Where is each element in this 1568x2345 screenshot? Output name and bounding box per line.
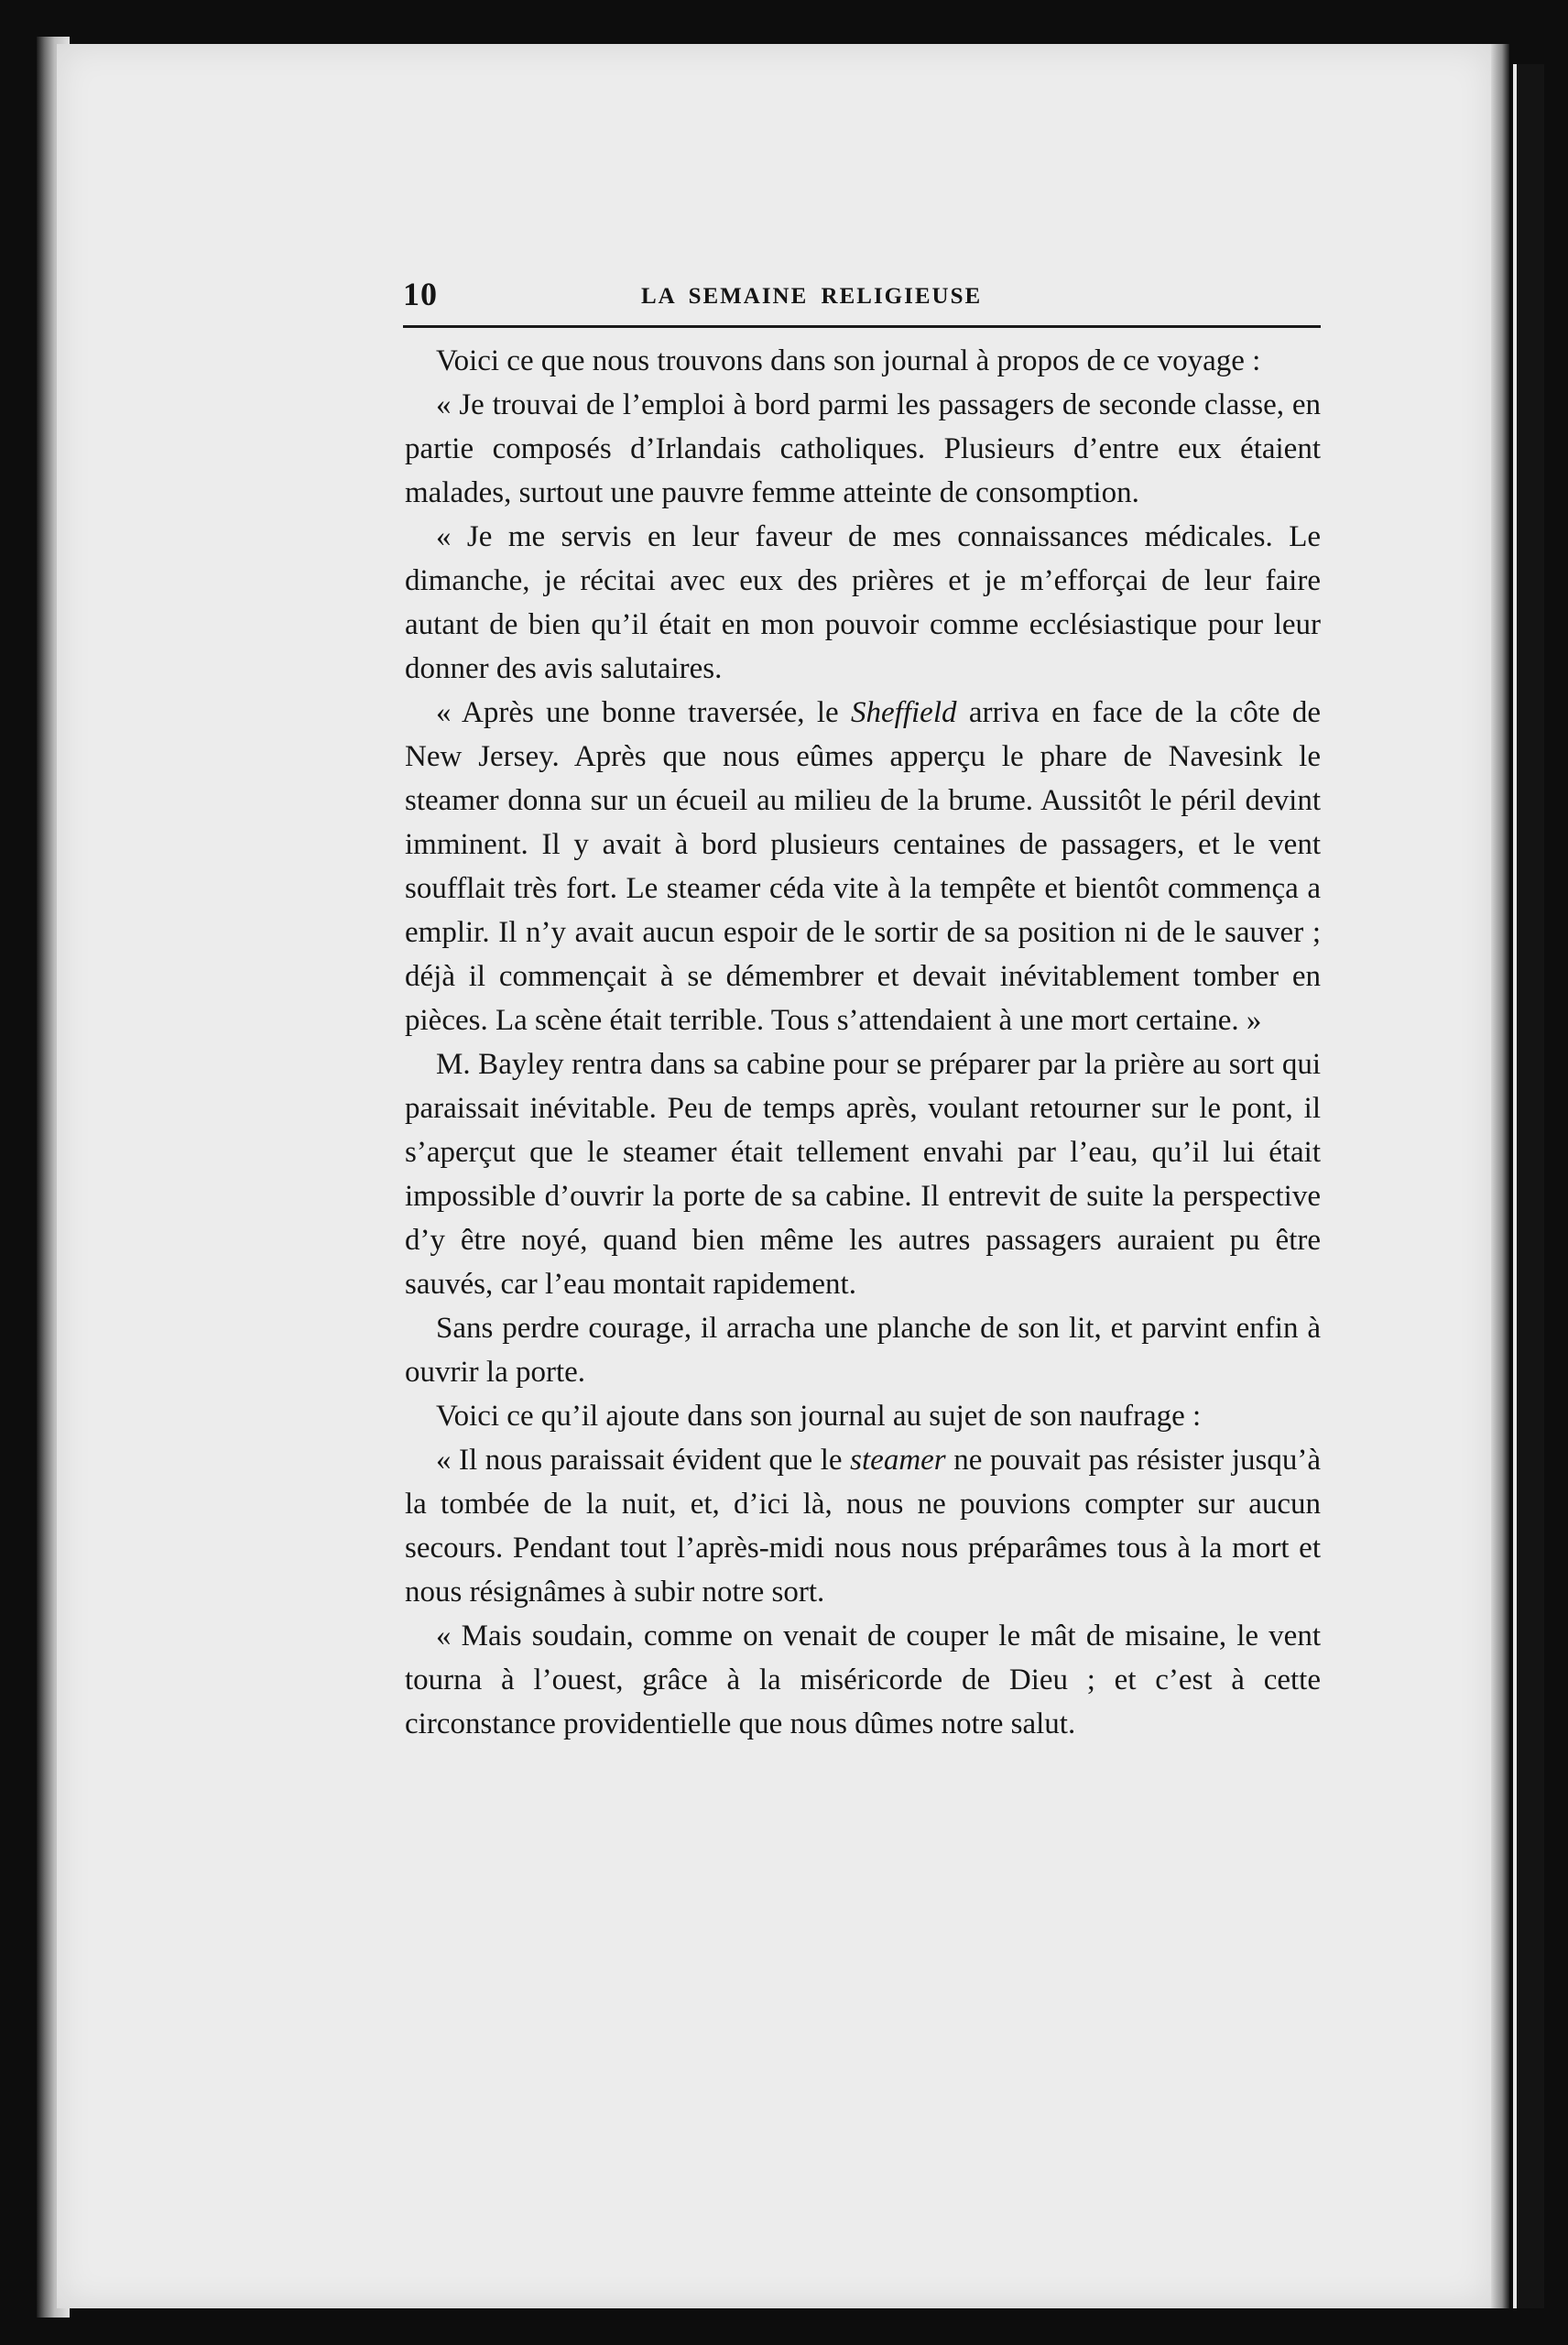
- paragraph: « Je trouvai de l’emploi à bord parmi les passagers de seconde classe, en partie composés d’Irlandais catholiques. Plusieurs d’entre eux étaient malades, surtout une pauvre femme atteinte de consomption.: [405, 388, 1321, 509]
- paragraph: M. Bayley rentra dans sa cabine pour se préparer par la prière au sort qui paraissait inévitable. Peu de temps après, voulant retourner sur le pont, il s’aperçut que le steamer était tellement envahi par l’eau, qu’il lui était impossible d’ouvrir la porte de sa cabine. Il entrevit de suite la perspective d’y être noyé, quand bien même les autres passagers auraient pu être sauvés, car l’eau montait rapidement.: [405, 1048, 1321, 1301]
- paragraph-text: arriva en face de la côte de New Jersey. Après que nous eûmes apperçu le phare de Navesink le steamer donna sur un écueil au milieu de la brume. Aussitôt le péril devint imminent. Il y avait à bord plusieurs centaines de passagers, et le vent soufflait très fort. Le steamer céda vite à la tempête et bientôt commença a emplir. Il n’y avait aucun espoir de le sortir de sa position ni de le sauver ; déjà il commençait à se démembrer et devait inévitablement tomber en pièces. La scène était terrible. Tous s’attendaient à une mort certaine. »: [405, 696, 1321, 1037]
- paragraph-text: ne pouvait pas résister jusqu’à la tombée de la nuit, et, d’ici là, nous ne pouvions compter sur aucun secours. Pendant tout l’après-midi nous nous préparâmes tous à la mort et nous résignâmes à subir notre sort.: [405, 1444, 1322, 1609]
- page-edge-shadow: [1491, 44, 1509, 2308]
- header-rule: [403, 325, 1321, 328]
- paragraph: Sans perdre courage, il arracha une planche de son lit, et parvint enfin à ouvrir la porte.: [405, 1312, 1321, 1389]
- paragraph-text: « Après une bonne traversée, le: [436, 696, 852, 729]
- paragraph: « Mais soudain, comme on venait de couper le mât de misaine, le vent tourna à l’ouest, grâce à la miséricorde de Dieu ; et c’est à cette circonstance providentielle que nous dûmes notre salut.: [405, 1620, 1321, 1740]
- paragraph: « Je me servis en leur faveur de mes connaissances médicales. Le dimanche, je récitai avec eux des prières et je m’efforçai de leur faire autant de bien qu’il était en mon pouvoir comme ecclésiastique pour leur donner des avis salutaires.: [405, 520, 1321, 685]
- running-header: [403, 271, 1319, 322]
- paragraph: Voici ce qu’il ajoute dans son journal au sujet de son naufrage :: [436, 1400, 1202, 1433]
- body-text: [405, 339, 1321, 1746]
- paragraph: [405, 691, 1321, 1042]
- paragraph-text: « Il nous paraissait évident que le: [436, 1444, 851, 1477]
- facing-page-edge: [1513, 64, 1544, 2308]
- ship-name: Sheffield: [851, 696, 957, 729]
- italic-word: steamer: [850, 1444, 946, 1477]
- running-title: LA SEMAINE RELIGIEUSE: [641, 284, 983, 309]
- page-number: 10: [403, 276, 438, 312]
- paragraph: Voici ce que nous trouvons dans son journal à propos de ce voyage :: [436, 344, 1261, 377]
- paragraph: [405, 1438, 1321, 1614]
